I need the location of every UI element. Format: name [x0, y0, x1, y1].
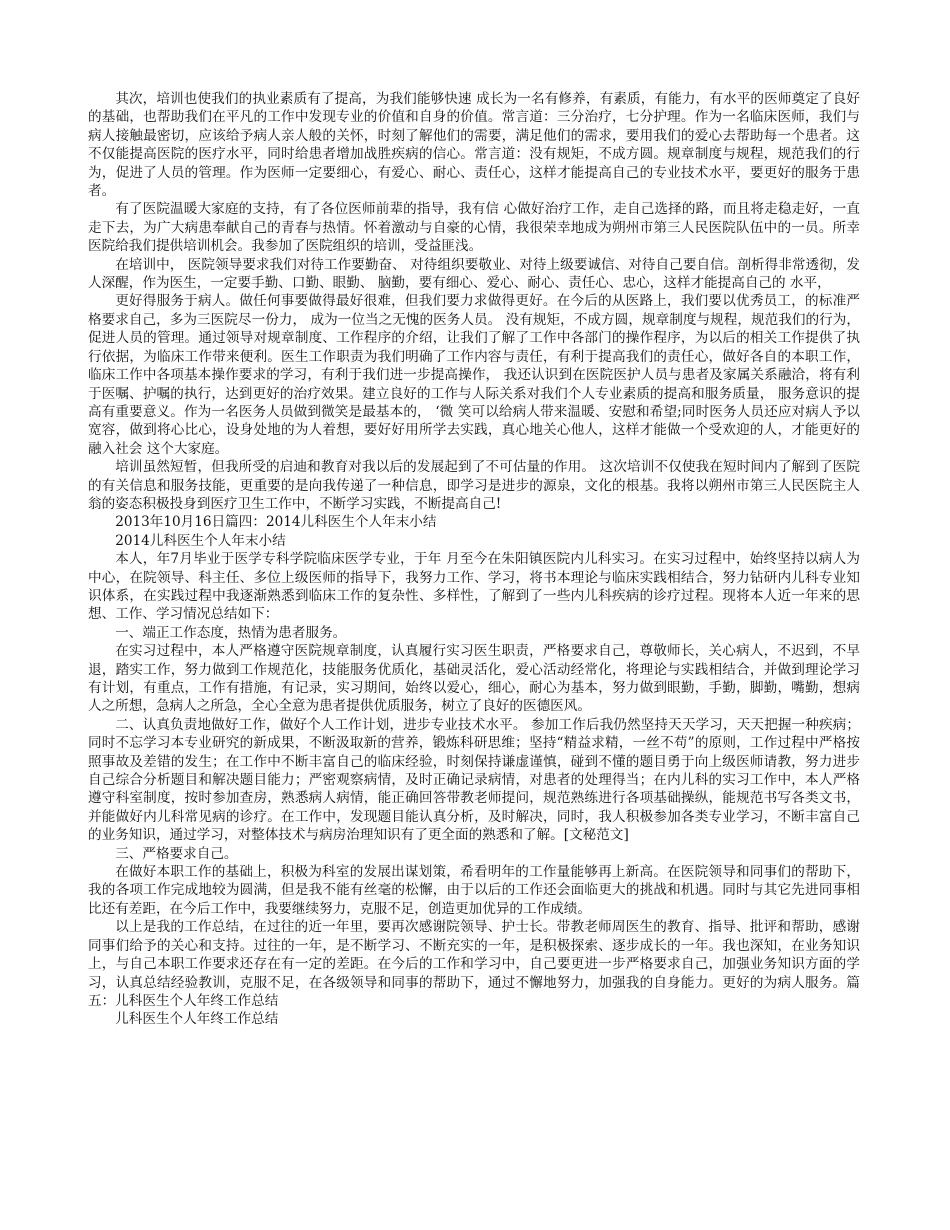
- paragraph-training-requirements: 在培训中， 医院领导要求我们对待工作要勤奋、 对待组织要敬业、对待上级要诚信、对待自己要自信。剖析得非常透彻，发人深醒，作为医生，一定要手勤、口勤、眼勤、 脑勤，要有细心、爱心、耐心、责任心、忠心，这样才能提高自己的 水平，: [88, 256, 860, 292]
- section-heading-date-part4: 2013年10月16日篇四：2014儿科医生个人年末小结: [115, 514, 437, 531]
- paragraph-internship-conduct: 在实习过程中，本人严格遵守医院规章制度，认真履行实习医生职责，严格要求自己，尊敬师长，关心病人，不迟到，不早退，踏实工作，努力做到工作规范化，技能服务优质化，基础灵活化，爱心活动经常化，将理论与实践相结合，并做到理论学习有计划，有重点，工作有措施，有记录，实习期间，始终以爱心，细心，耐心为基本，努力做到眼勤，手勤，脚勤，嘴勤，想病人之所想，急病人之所急，全心全意为患者提供优质服务，树立了良好的医德医风。: [88, 643, 860, 715]
- subheading-attitude: 一、端正工作态度，热情为患者服务。: [115, 624, 347, 641]
- paragraph-closing-summary: 以上是我的工作总结，在过往的近一年里，要再次感谢院领导、护士长。带教老师周医生的教育、指导、批评和帮助，感谢同事们给予的关心和支持。过往的一年，是不断学习、不断充实的一年，是积极探索、逐步成长的一年。我也深知，在业务知识上，与自己本职工作要求还存在有一定的差距。在今后的工作和学习中，自己要更进一步严格要求自己，加强业务知识方面的学习，认真总结经验教训，克服不足，在各级领导和同事的帮助下，通过不懈地努力，加强我的自身能力。更好的为病人服务。篇五：儿科医生个人年终工作总结: [88, 919, 860, 1009]
- paragraph-duties: 在做好本职工作的基础上，积极为科室的发展出谋划策，希看明年的工作量能够再上新高。在医院领导和同事们的帮助下，我的各项工作完成地较为圆满，但是我不能有丝毫的松懈，由于以后的工作还会面临更大的挑战和机遇。同时与其它先进同事相比还有差距，在今后工作中，我要继续努力，克服不足，创造更加优异的工作成绩。: [88, 864, 860, 917]
- paragraph-self-introduction: 本人，年7月毕业于医学专科学院临床医学专业，于年 月至今在朱阳镇医院内儿科实习。在实习过程中，始终坚持以病人为中心，在院领导、科主任、多位上级医师的指导下，我努力工作、学习，将书本理论与临床实践相结合，努力钻研内儿科专业知识体系，在实践过程中我逐渐熟悉到临床工作的复杂性、多样性，了解到了一些内儿科疾病的诊疗过程。现将本人近一年来的思想、工作、学习情况总结如下：: [88, 551, 860, 623]
- paragraph-responsibility: 二、认真负责地做好工作，做好个人工作计划，进步专业技术水平。 参加工作后我仍然坚持天天学习，天天把握一种疾病；同时不忘学习本专业研究的新成果，不断汲取新的营养，锻炼科研思维；坚持“精益求精，一丝不苟”的原则，工作过程中严格按照事故及差错的发生；在工作中不断丰富自己的临床经验，时刻保持谦虚谨慎，碰到不懂的题目勇于向上级医师请教，努力进步自己综合分析题目和解决题目能力；严密观察病情，及时正确记录病情，对患者的处理得当；在内儿科的实习工作中，本人严格遵守科室制度，按时参加查房，熟悉病人病情，能正确回答带教老师提问，规范熟练进行各项基础操纵，能规范书写各类文书，并能做好内儿科常见病的诊疗。在工作中，发现题目能认真分析，及时解决，同时，我人积极参加各类专业学习，不断丰富自己的业务知识，通过学习，对整体技术与病房治理知识有了更全面的熟悉和了解。[文秘范文]: [88, 716, 860, 844]
- paragraph-hospital-family: 有了医院温暖大家庭的支持，有了各位医师前辈的指导，我有信 心做好治疗工作，走自己选择的路，而且将走稳走好，一直走下去，为广大病患奉献自己的青春与热情。怀着激动与自豪的心情，我很荣幸地成为朔州市第三人民医院队伍中的一员。所幸医院给我们提供培训机会。我参加了医院组织的培训，受益匪浅。: [88, 201, 860, 255]
- paragraph-training-conclusion: 培训虽然短暂，但我所受的启迪和教育对我以后的发展起到了不可估量的作用。 这次培训不仅使我在短时间内了解到了医院的有关信息和服务技能，更重要的是向我传递了一种信息，即学习是进步的源泉，文化的根基。我将以朔州市第三人民医院主人翁的姿态积极投身到医疗卫生工作中，不断学习实践，不断提高自己!: [88, 459, 860, 512]
- document-body: [88, 90, 860, 1029]
- section-title-year-end: 儿科医生个人年终工作总结: [115, 1011, 279, 1028]
- section-title-2014-summary: 2014儿科医生个人年末小结: [115, 532, 286, 549]
- paragraph-training-quality: 其次，培训也使我们的执业素质有了提高，为我们能够快速 成长为一名有修养，有素质，有能力，有水平的医师奠定了良好的基础，也帮助我们在平凡的工作中发现专业的价值和自身的价值。常言道：三分治疗，七分护理。作为一名临床医师，我们与病人接触最密切，应该给予病人亲人般的关怀，时刻了解他们的需要，满足他们的需求，要用我们的爱心去帮助每一个患者。这不仅能提高医院的医疗水平，同时给患者增加战胜疾病的信心。常言道：没有规矩，不成方圆。规章制度与规程，规范我们的行 为，促进了人员的管理。作为医师一定要细心，有爱心、耐心、责任心，这样才能提高自己的专业技术水平，要更好的服务于患者。: [88, 91, 860, 200]
- subheading-strict-requirements: 三、严格要求自己。: [115, 845, 238, 862]
- paragraph-serve-patients: 更好得服务于病人。做任何事要做得最好很难，但我们要力求做得更好。在今后的从医路上，我们要以优秀员工，的标准严格要求自己，多为三医院尽一份力， 成为一位当之无愧的医务人员。 没有规矩，不成方圆，规章制度与规程，规范我们的行为，促进人员的管理。通过领导对规章制度、工作程序的介绍，让我们了解了工作中各部门的操作程序，为以后的相关工作提供了执行依据，为临床工作带来便利。医生工作职责为我们明确了工作内容与责任，有利于提高我们的责任心，做好各自的本职工作，临床工作中各项基本操作要求的学习，有利于我们进一步提高操作， 我还认识到在医院医护人员与患者及家属关系融洽，将有利于医嘱、护嘱的执行，达到更好的治疗效果。建立良好的工作与人际关系对我们个人专业素质的提高和服务质量， 服务意识的提高有重要意义。作为一名医务人员做到微笑是最基本的， ‘微 笑可以给病人带来温暖、安慰和希望;同时医务人员还应对病人予以 宽容，做到将心比心，设身处地的为人着想，要好好用所学去实践，真心地关心他人，这样才能做一个受欢迎的人，才能更好的融入社会 这个大家庭。: [88, 293, 860, 457]
